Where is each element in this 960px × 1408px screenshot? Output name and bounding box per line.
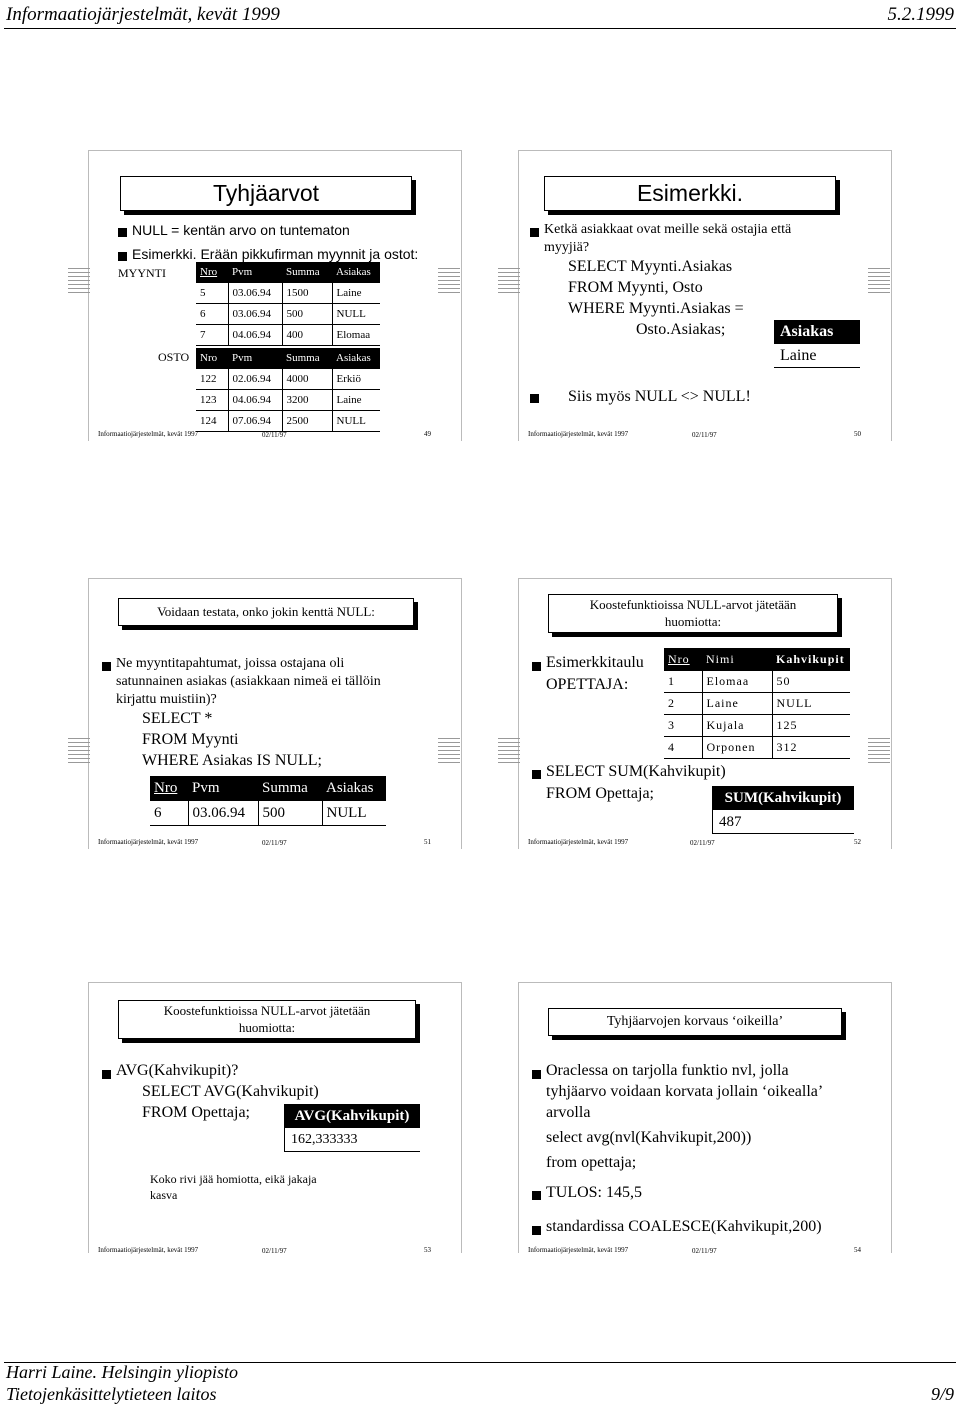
slide-number: 54 bbox=[854, 1246, 861, 1254]
note-text: kasva bbox=[150, 1188, 178, 1202]
slide-title: Tyhjäarvojen korvaus ‘oikeilla’ bbox=[548, 1008, 842, 1036]
bullet-text: tyhjäarvo voidaan korvata jollain ‘oikealla’ bbox=[546, 1083, 824, 1100]
sql-line: select avg(nvl(Kahvikupit,200)) bbox=[546, 1129, 752, 1146]
sql-line: FROM Opettaja; bbox=[546, 785, 654, 802]
sql-line: FROM Myynti bbox=[142, 731, 239, 748]
slide-footer-course: Informaatiojärjestelmät, kevät 1997 bbox=[528, 838, 629, 846]
result-value: 487 bbox=[712, 810, 854, 834]
slide-footer-date: 02/11/97 bbox=[262, 1247, 287, 1255]
slide-footer-date: 02/11/97 bbox=[692, 431, 717, 439]
slide-footer-course: Informaatiojärjestelmät, kevät 1997 bbox=[98, 1246, 199, 1254]
slide-number: 49 bbox=[424, 430, 431, 438]
slide-footer-date: 02/11/97 bbox=[262, 431, 287, 439]
slide-footer-course: Informaatiojärjestelmät, kevät 1997 bbox=[98, 838, 199, 846]
bullet-text: OPETTAJA: bbox=[546, 676, 629, 693]
bullet-text: satunnainen asiakas (asiakkaan nimeä ei tällöin bbox=[116, 674, 381, 689]
slide-52 bbox=[498, 578, 892, 856]
sql-line: SELECT SUM(Kahvikupit) bbox=[546, 763, 726, 780]
slide-53 bbox=[68, 982, 462, 1260]
sql-line: from opettaja; bbox=[546, 1154, 637, 1171]
sql-line: SELECT * bbox=[142, 710, 213, 727]
osto-table: Nro Pvm Summa Asiakas 122 02.06.94 4000 Erkiö 123 04.06.94 3200 Laine 124 07.06.94 2500 NULL bbox=[196, 348, 380, 432]
slide-title-line: huomiotta: bbox=[238, 1020, 296, 1035]
bullet-text: Oraclessa on tarjolla funktio nvl, jolla bbox=[546, 1062, 789, 1079]
sql-line: FROM Opettaja; bbox=[142, 1104, 250, 1121]
myynti-table: Nro Pvm Summa Asiakas 5 03.06.94 1500 Laine 6 03.06.94 500 NULL 7 04.06.94 400 Elomaa bbox=[196, 262, 380, 346]
slide-51 bbox=[68, 578, 462, 856]
slide-title-line: huomiotta: bbox=[664, 614, 722, 629]
result-header: AVG(Kahvikupit) bbox=[284, 1104, 420, 1128]
slide-footer-date: 02/11/97 bbox=[692, 1247, 717, 1255]
slide-number: 53 bbox=[424, 1246, 431, 1254]
bullet-text: TULOS: 145,5 bbox=[546, 1184, 642, 1201]
slide-title: Tyhjäarvot bbox=[120, 176, 412, 211]
slide-number: 50 bbox=[854, 430, 861, 438]
slide-title-line: Koostefunktioissa NULL-arvot jätetään bbox=[589, 597, 797, 612]
footer-author: Harri Laine. Helsingin yliopisto bbox=[6, 1362, 239, 1382]
slide-footer-date: 02/11/97 bbox=[262, 839, 287, 847]
page-header-date: 5.2.1999 bbox=[887, 4, 954, 25]
slide-footer-course: Informaatiojärjestelmät, kevät 1997 bbox=[98, 430, 199, 438]
bullet-text: Esimerkki. Erään pikkufirman myynnit ja ostot: bbox=[132, 246, 419, 262]
sql-line: WHERE Asiakas IS NULL; bbox=[142, 752, 322, 769]
slide-49 bbox=[68, 150, 462, 446]
slide-title-line: Koostefunktioissa NULL-arvot jätetään bbox=[163, 1003, 371, 1018]
bullet-text: Ne myyntitapahtumat, joissa ostajana oli bbox=[116, 656, 345, 671]
slide-title: Esimerkki. bbox=[544, 176, 836, 211]
sql-line: FROM Myynti, Osto bbox=[568, 279, 703, 296]
label-myynti: MYYNTI bbox=[118, 266, 166, 280]
result-table: Nro Pvm Summa Asiakas 6 03.06.94 500 NULL bbox=[150, 776, 386, 826]
slide-number: 51 bbox=[424, 838, 431, 846]
result-value: 162,333333 bbox=[284, 1128, 420, 1152]
slide-footer-course: Informaatiojärjestelmät, kevät 1997 bbox=[528, 430, 629, 438]
bullet-text: kirjattu muistiin)? bbox=[116, 692, 217, 707]
result-header: SUM(Kahvikupit) bbox=[712, 786, 854, 810]
bullet-text: myyjiä? bbox=[544, 240, 590, 255]
footer-page-number: 9/9 bbox=[930, 1384, 954, 1404]
bullet-text: AVG(Kahvikupit)? bbox=[116, 1062, 239, 1079]
sql-line: WHERE Myynti.Asiakas = bbox=[568, 300, 744, 317]
result-value: Laine bbox=[774, 344, 860, 368]
slide-50 bbox=[498, 150, 892, 446]
slide-54 bbox=[498, 982, 892, 1260]
opettaja-table: Nro Nimi Kahvikupit 1 Elomaa 50 2 Laine NULL 3 Kujala 125 4 Orponen 312 bbox=[664, 648, 850, 759]
note-text: Koko rivi jää homiotta, eikä jakaja bbox=[150, 1172, 317, 1186]
bullet-text: standardissa COALESCE(Kahvikupit,200) bbox=[546, 1218, 822, 1235]
slide-title: Voidaan testata, onko jokin kenttä NULL: bbox=[118, 598, 414, 626]
slide-title bbox=[548, 594, 838, 633]
footer-department: Tietojenkäsittelytieteen laitos bbox=[6, 1384, 217, 1404]
slide-footer-course: Informaatiojärjestelmät, kevät 1997 bbox=[528, 1246, 629, 1254]
slide-number: 52 bbox=[854, 838, 861, 846]
bullet-text: Siis myös NULL <> NULL! bbox=[568, 388, 751, 405]
sql-line: Osto.Asiakas; bbox=[636, 321, 726, 338]
bullet-text: arvolla bbox=[546, 1104, 591, 1121]
sql-line: SELECT AVG(Kahvikupit) bbox=[142, 1083, 319, 1100]
label-osto: OSTO bbox=[158, 350, 190, 364]
header-rule bbox=[4, 28, 956, 29]
slide-title bbox=[118, 1000, 416, 1039]
sql-line: SELECT Myynti.Asiakas bbox=[568, 258, 733, 275]
slide-footer-date: 02/11/97 bbox=[690, 839, 715, 847]
bullet-text: Esimerkkitaulu bbox=[546, 654, 644, 671]
page-header-title: Informaatiojärjestelmät, kevät 1999 bbox=[6, 4, 280, 25]
result-header: Asiakas bbox=[774, 320, 860, 344]
bullet-text: NULL = kentän arvo on tuntematon bbox=[132, 222, 350, 238]
bullet-text: Ketkä asiakkaat ovat meille sekä ostajia että bbox=[544, 222, 792, 237]
